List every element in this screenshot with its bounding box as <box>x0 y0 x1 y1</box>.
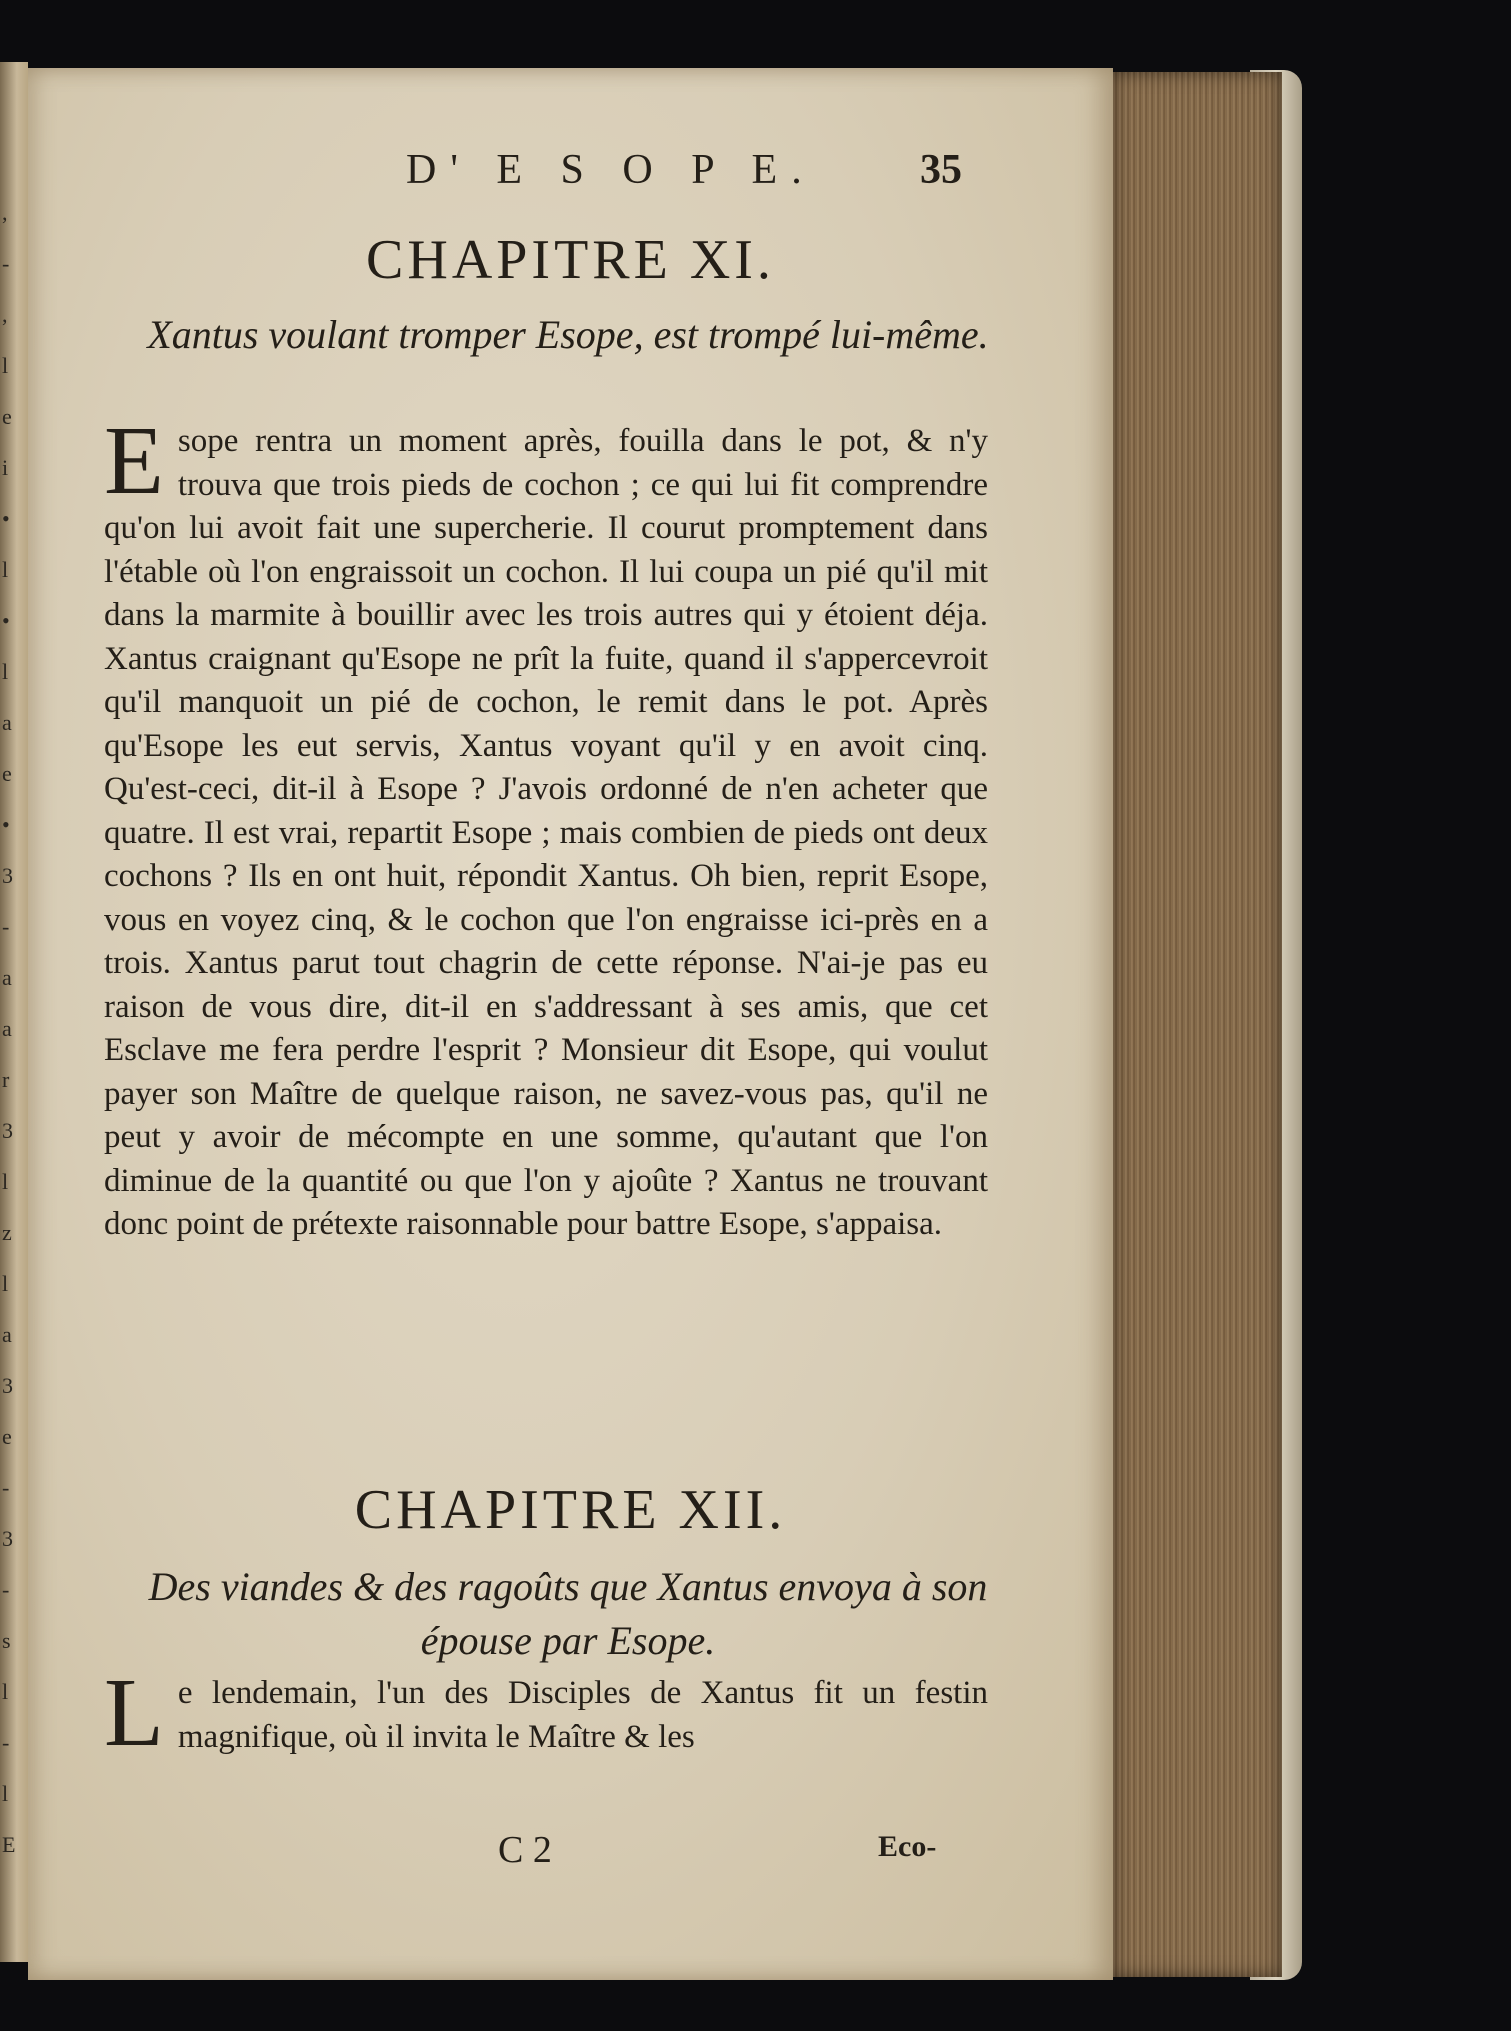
margin-mark: 3 <box>2 1373 13 1398</box>
margin-mark: , <box>2 302 8 327</box>
margin-mark: - <box>2 1577 10 1602</box>
margin-mark: - <box>2 1475 10 1500</box>
margin-mark: - <box>2 251 10 276</box>
chapter-subtitle: Des viandes & des ragoûts que Xantus envoya à son épouse par Esope. <box>148 1564 988 1663</box>
margin-mark: l <box>2 659 9 684</box>
page-fore-edge <box>1112 72 1282 1977</box>
margin-mark: e <box>2 761 12 786</box>
page-number: 35 <box>920 147 962 193</box>
margin-mark: - <box>2 1730 10 1755</box>
signature-mark: C 2 <box>498 1829 552 1871</box>
margin-mark: r <box>2 1067 10 1092</box>
margin-mark: e <box>2 1424 12 1449</box>
margin-mark: • <box>2 506 10 531</box>
margin-mark: l <box>2 1271 9 1296</box>
margin-mark: l <box>2 557 9 582</box>
margin-mark: l <box>2 353 9 378</box>
chapter-subtitle: Xantus voulant tromper Esope, est trompé lui-même. <box>147 312 989 357</box>
drop-cap: E <box>104 407 164 515</box>
margin-mark: z <box>2 1220 12 1245</box>
margin-mark: , <box>2 200 8 225</box>
chapter-title: CHAPITRE XI. <box>366 229 775 291</box>
margin-mark: e <box>2 404 12 429</box>
margin-mark: 3 <box>2 1526 13 1551</box>
margin-mark: i <box>2 455 9 480</box>
catchword: Eco- <box>878 1830 937 1863</box>
margin-mark: l <box>2 1781 9 1806</box>
margin-mark: l <box>2 1169 9 1194</box>
chapter-text: e lendemain, l'un des Disciples de Xantus fit un festin magnifique, où il invita le Maître & les <box>177 1675 988 1755</box>
margin-mark: s <box>2 1628 11 1653</box>
chapter-body <box>104 1659 988 1767</box>
margin-mark: a <box>2 710 12 735</box>
margin-mark: 3 <box>2 1118 13 1143</box>
margin-mark: a <box>2 965 12 990</box>
drop-cap: L <box>104 1659 164 1767</box>
left-margin-marks <box>0 200 18 1900</box>
margin-mark: - <box>2 914 10 939</box>
margin-mark: a <box>2 1322 12 1347</box>
margin-mark: • <box>2 812 10 837</box>
chapter-body <box>104 407 988 1247</box>
book-page <box>28 68 1113 1980</box>
margin-mark: 3 <box>2 863 13 888</box>
running-head-title: D' E S O P E. <box>406 147 816 193</box>
margin-mark: E <box>2 1832 16 1857</box>
margin-mark: • <box>2 608 10 633</box>
margin-mark: l <box>2 1679 9 1704</box>
chapter-title: CHAPITRE XII. <box>354 1479 787 1541</box>
margin-mark: a <box>2 1016 12 1041</box>
chapter-text: sope rentra un moment après, fouilla dans le pot, & n'y trouva que trois pieds de cochon ; ce qui lui fit comprendre qu'on lui avoit fait une supercherie. Il courut promptement dans l'étable où l'on engraissoit un cochon. Il lui coupa un pié qu'il mit dans la marmite à bouillir avec les trois autres qui y étoient déja. Xantus craignant qu'Esope ne prît la fuite, quand il s'appercevroit qu'il manquoit un pié de cochon, le remit dans le pot. Après qu'Esope les eut servis, Xantus voyant qu'il y en avoit cinq. Qu'est-ceci, dit-il à Esope ? J'avois ordonné de n'en acheter que quatre. Il est vrai, repartit Esope ; mais combien de pieds ont deux cochons ? Ils en ont huit, répondit Xantus. Oh bien, reprit Esope, vous en voyez cinq, & le cochon que l'on engraisse ici-près en a trois. Xantus parut tout chagrin de cette réponse. N'ai-je pas eu raison de vous dire, dit-il en s'addressant à ses amis, que cet Esclave me fera perdre l'esprit ? Monsieur dit Esope, qui voulut payer son Maître de quelque raison, ne savez-vous pas, qu'il ne peut y avoir de mécompte en une somme, qu'autant que l'on diminue de la quantité ou que l'on y ajoûte ? Xantus ne trouvant donc point de prétexte raisonnable pour battre Esope, s'appaisa. <box>104 423 988 1242</box>
